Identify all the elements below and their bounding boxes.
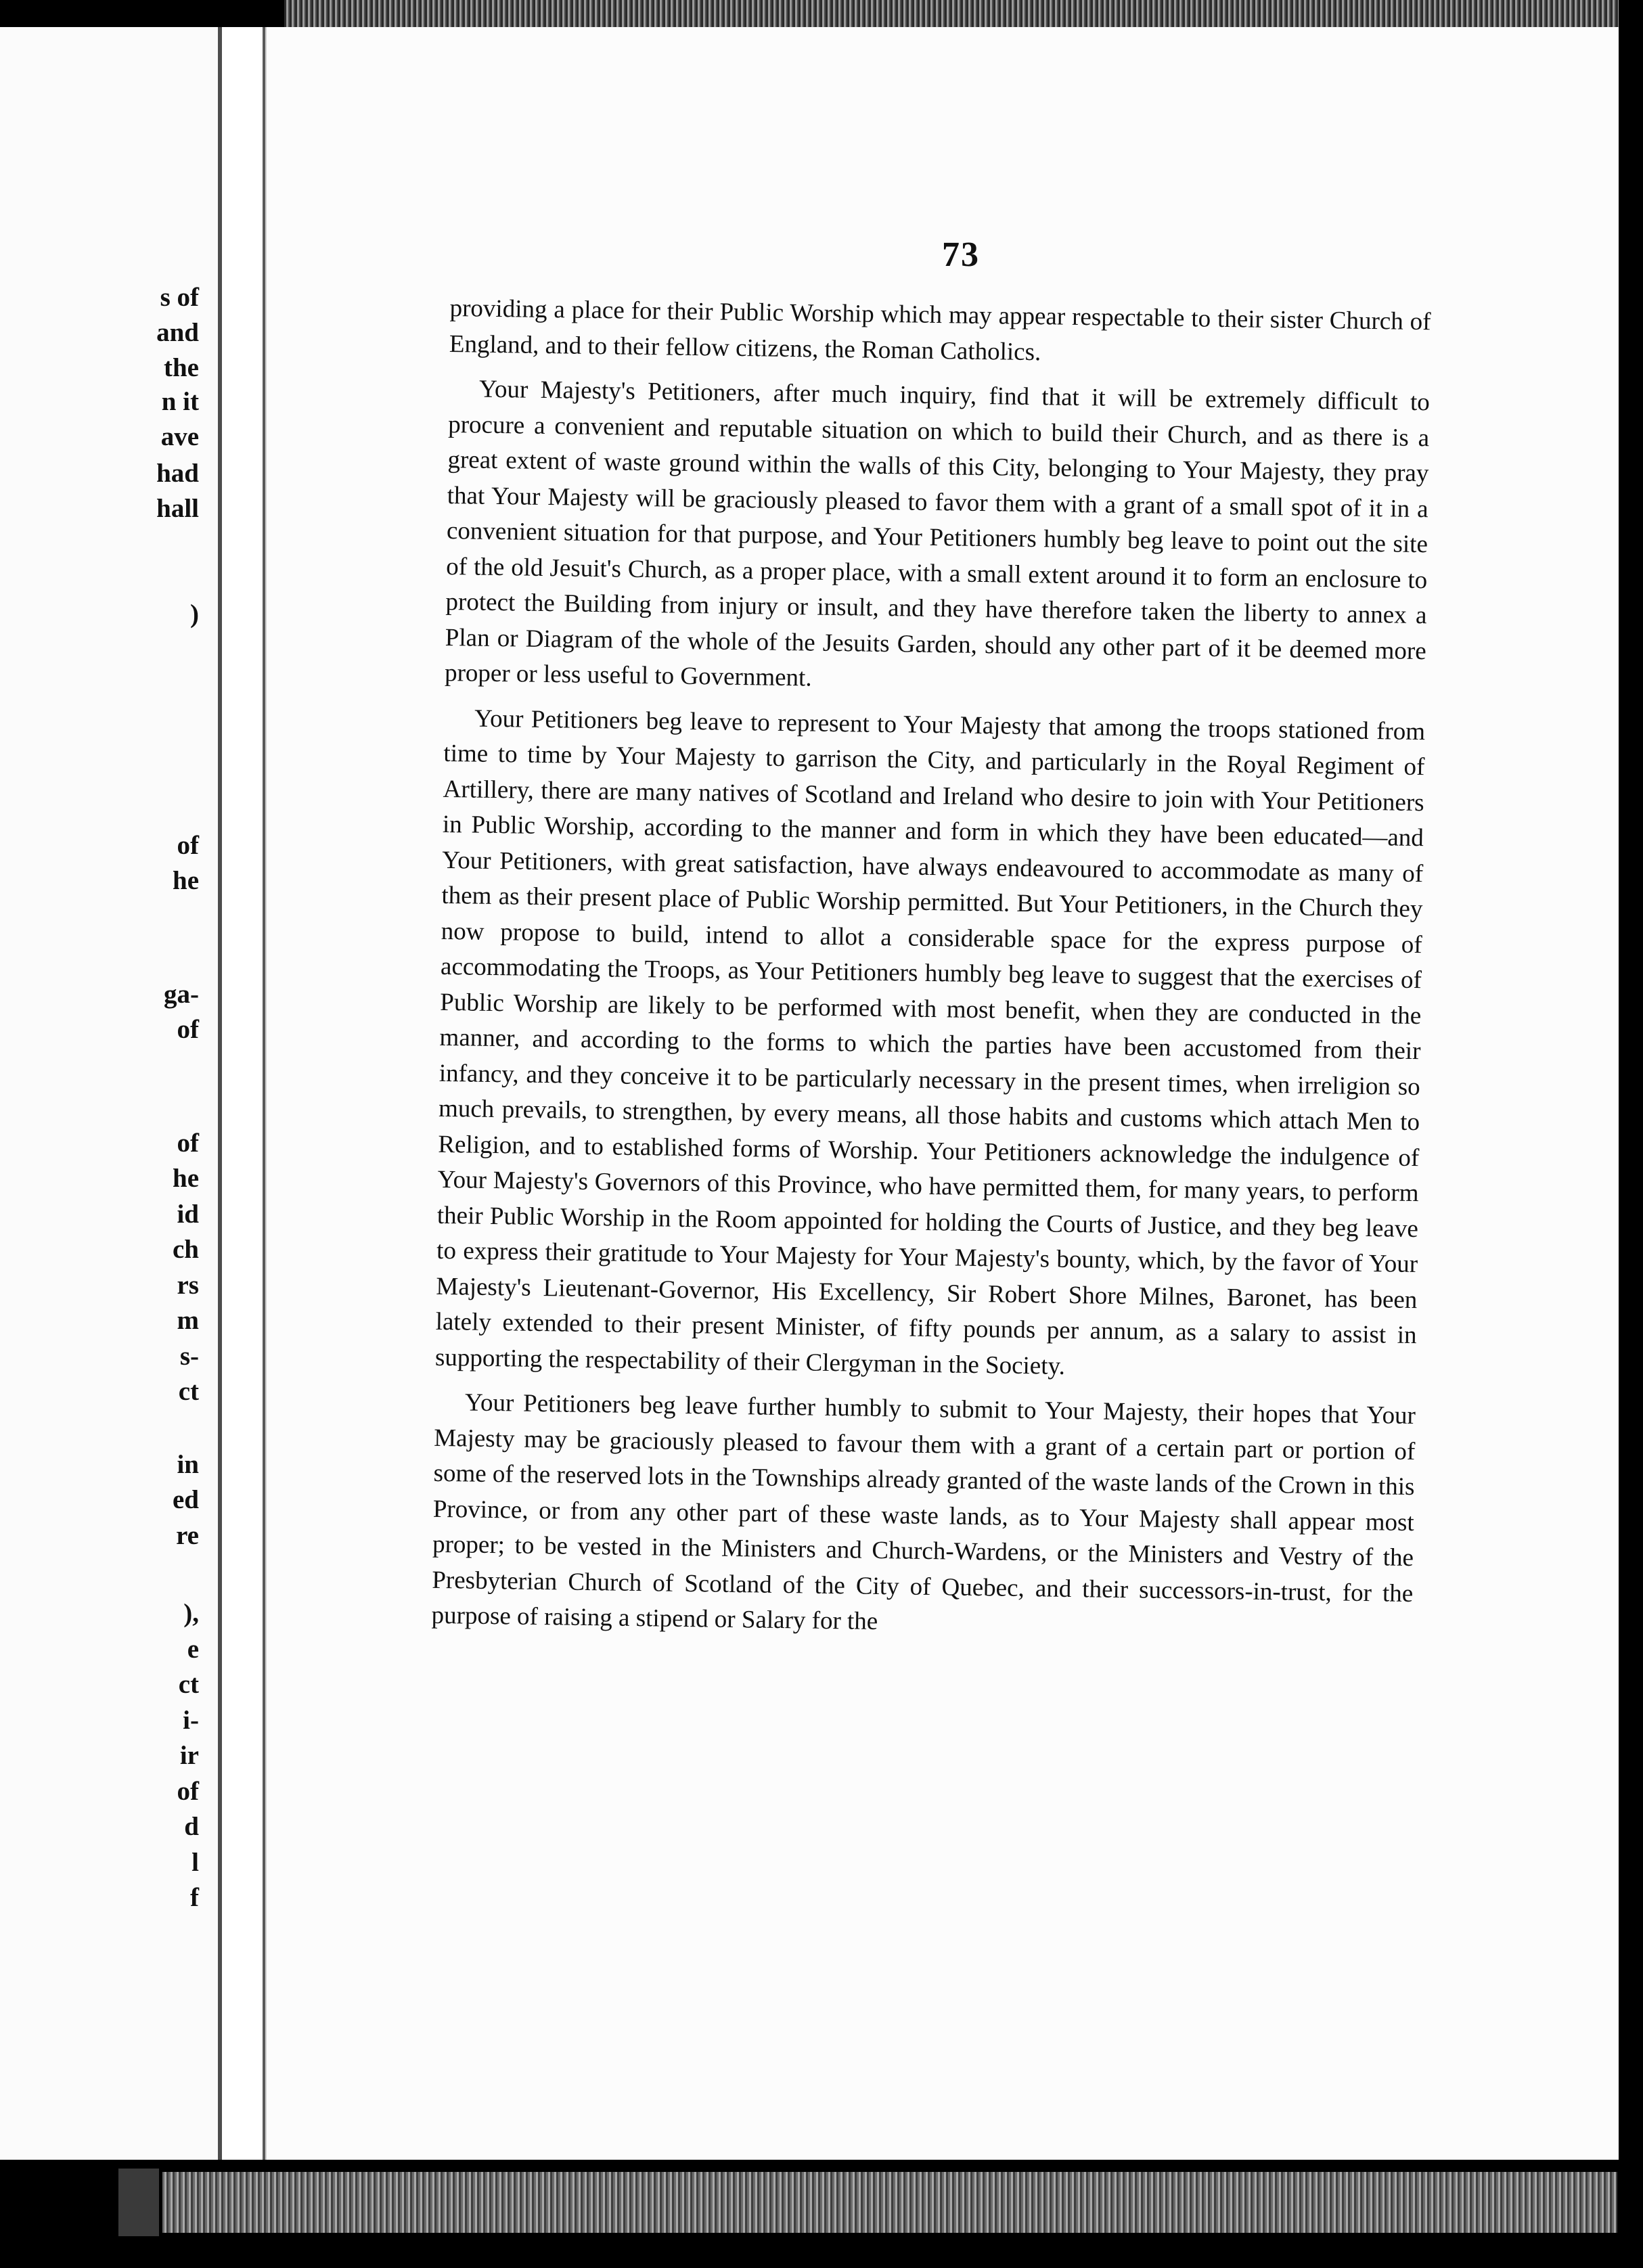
paragraph: Your Petitioners beg leave to represent to Your Majesty that among the troops stationed from time to time by Your Majesty to garrison the City, and particularly in the Royal Regiment of Artillery, there are many natives of Scotland and Ireland who desire to join with Your Petitioners in Public Worship, according to the manner and form in which they have been educated—and Your Petitioners, with great satisfaction, have always endeavoured to accommodate as many of them as their present place of Public Worship permitted. But Your Petitioners, in the Church they now propose to build, intend to allot a considerable space for the express purpose of accommodating the Troops, as Your Petitioners humbly beg leave to suggest that the exercises of Public Worship are likely to be performed with most benefit, when they are conducted in the manner, and according to the forms to which the parties have been accustomed from their infancy, and they conceive it to be particularly necessary in the present times, when irreligion so much prevails, to strengthen, by every means, all those habits and customs which attach Men to Religion, and to established forms of Worship. Your Petitioners acknowledge the indulgence of Your Majesty's Governors of this Province, who have permitted them, for many years, to perform their Public Worship in the Room appointed for holding the Courts of Justice, and they beg leave to express their gratitude to Your Majesty for Your Majesty's bounty, which, by the favor of Your Majesty's Lieutenant-Governor, His Excellency, Sir Robert Shore Milnes, Baronet, has been lately extended to their present Minister, of fifty pounds per annum, as a salary to assist in supporting the respectability of their Clergyman in the Society.: [434, 704, 1426, 1380]
margin-fragment: of: [177, 1777, 199, 1806]
margin-fragment: ch: [173, 1235, 199, 1264]
margin-fragment: ir: [179, 1741, 199, 1770]
margin-fragment: n it: [161, 387, 199, 416]
margin-fragment: ct: [178, 1670, 199, 1699]
margin-fragment: he: [173, 866, 199, 895]
margin-fragment: d: [184, 1812, 199, 1841]
margin-fragment: of: [177, 1015, 199, 1044]
margin-fragment: ),: [183, 1599, 199, 1628]
margin-fragment: l: [192, 1848, 199, 1877]
margin-fragment: s-: [179, 1342, 199, 1371]
scan-right-border: [1619, 0, 1643, 2268]
margin-fragment: ga-: [164, 980, 199, 1009]
margin-fragment: ct: [178, 1377, 199, 1406]
margin-fragment: re: [176, 1521, 199, 1550]
book-gutter: [222, 27, 266, 2160]
margin-fragment: id: [177, 1200, 199, 1229]
margin-fragment: m: [177, 1306, 199, 1335]
margin-fragment: ): [190, 599, 199, 629]
margin-fragment: ed: [173, 1485, 199, 1514]
margin-fragment: of: [177, 1129, 199, 1158]
margin-fragment: had: [156, 459, 199, 488]
margin-fragment: he: [173, 1164, 199, 1193]
margin-fragment: and: [156, 318, 199, 347]
previous-page-edge: [0, 27, 222, 2160]
paragraph: providing a place for their Public Worship which may appear respectable to their sister Church of England, and to their fellow citizens, the Roman Catholics.: [449, 294, 1431, 366]
body-text: [431, 291, 1431, 1648]
page-number: 73: [942, 235, 980, 274]
margin-fragment: f: [190, 1883, 199, 1912]
paragraph: Your Petitioners beg leave further humbly to submit to Your Majesty, their hopes that Your Majesty may be graciously pleased to favour them with a grant of a certain part or portion of some of the reserved lots in the Townships already granted of the waste lands of the Crown in this Province, or from any other part of these waste lands, as to Your Majesty shall appear most proper; to be vested in the Ministers and Church-Wardens, or the Ministers and Vestry of the Presbyterian Church of Scotland of the City of Quebec, and their successors-in-trust, for the purpose of raising a stipend or Salary for the: [431, 1388, 1416, 1636]
margin-fragment: in: [177, 1450, 199, 1479]
margin-fragment: hall: [156, 494, 199, 523]
margin-fragment: ave: [160, 422, 199, 451]
scan-top-edge: [284, 0, 1624, 27]
margin-fragment: i-: [183, 1706, 199, 1735]
margin-fragment: e: [187, 1635, 199, 1664]
margin-fragment: s of: [160, 283, 199, 312]
margin-fragment: of: [177, 831, 199, 860]
margin-fragment: rs: [177, 1271, 199, 1300]
paragraph: Your Majesty's Petitioners, after much inquiry, find that it will be extremely difficult to procure a convenient and reputable situation on which to build their Church, and as there is a great extent of waste ground within the walls of this City, belonging to Your Majesty, they pray that Your Majesty will be graciously pleased to favor them with a grant of a small spot of it in a convenient situation for that purpose, and Your Petitioners humbly beg leave to point out the site of the old Jesuit's Church, as a proper place, with a small extent around it to form an enclosure to protect the Building from injury or insult, and they have therefore taken the liberty to annex a Plan or Diagram of the whole of the Jesuits Garden, should any other part of it be deemed more proper or less useful to Government.: [444, 375, 1431, 692]
scan-bottom-mark: [118, 2169, 159, 2236]
margin-fragment: the: [164, 353, 199, 382]
scan-bottom-edge: [162, 2172, 1617, 2233]
scan-top-border: [0, 0, 284, 27]
